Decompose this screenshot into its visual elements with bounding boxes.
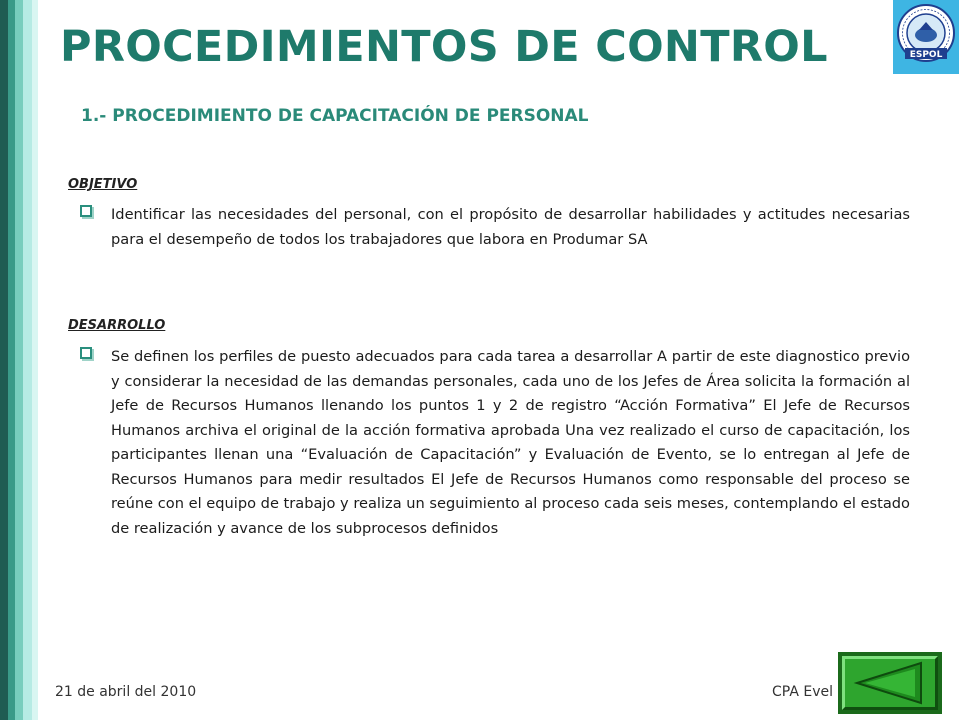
back-arrow-icon — [845, 659, 937, 707]
desarrollo-text: Se definen los perfiles de puesto adecuados para cada tarea a desarrollar A partir de este diagnostico previo y considerar la necesidad de las demandas personales, cada uno de los Jefes de Área solicita la formación al Jefe de Recursos Humanos llenando los puntos 1 y 2 de registro “Acción Formativa” El Jefe de Recursos Humanos archiva el original de la acción formativa aprobada Una vez realizado el curso de capacitación, los participantes llenan una “Evaluación de Capacitación” y Evaluación de Evento, se lo entregan al Jefe de Recursos Humanos para medir resultados El Jefe de Recursos Humanos como responsable del proceso se reúne con el equipo de trabajo y realiza un seguimiento al proceso cada seis meses, contemplando el estado de realización y avance de los subprocesos definidos — [111, 348, 910, 537]
page-title: PROCEDIMIENTOS DE CONTROL — [60, 22, 828, 72]
checkbox-bullet-icon — [80, 347, 92, 359]
decor-strip-3 — [15, 0, 23, 720]
objetivo-bullet — [80, 203, 910, 252]
objetivo-heading: OBJETIVO — [68, 177, 138, 192]
decor-strip-5 — [32, 0, 38, 720]
decor-strip-2 — [8, 0, 15, 720]
checkbox-bullet-icon — [80, 205, 92, 217]
back-button[interactable] — [838, 652, 942, 714]
decor-strip-1 — [0, 0, 8, 720]
espol-seal-icon — [893, 0, 959, 74]
objetivo-text: Identificar las necesidades del personal, con el propósito de desarrollar habilidades y actitudes necesarias para el desempeño de todos los trabajadores que labora en Produmar SA — [111, 206, 910, 248]
logo-text: ESPOL — [909, 50, 943, 60]
section-subtitle: 1.- PROCEDIMIENTO DE CAPACITACIÓN DE PERSONAL — [81, 106, 589, 126]
back-button-face[interactable] — [842, 656, 938, 710]
desarrollo-bullet — [80, 345, 910, 541]
espol-logo — [893, 0, 959, 74]
footer-author: CPA Evel — [772, 684, 833, 700]
decor-strip-4 — [23, 0, 32, 720]
desarrollo-heading: DESARROLLO — [68, 318, 166, 333]
footer-date: 21 de abril del 2010 — [55, 684, 197, 700]
